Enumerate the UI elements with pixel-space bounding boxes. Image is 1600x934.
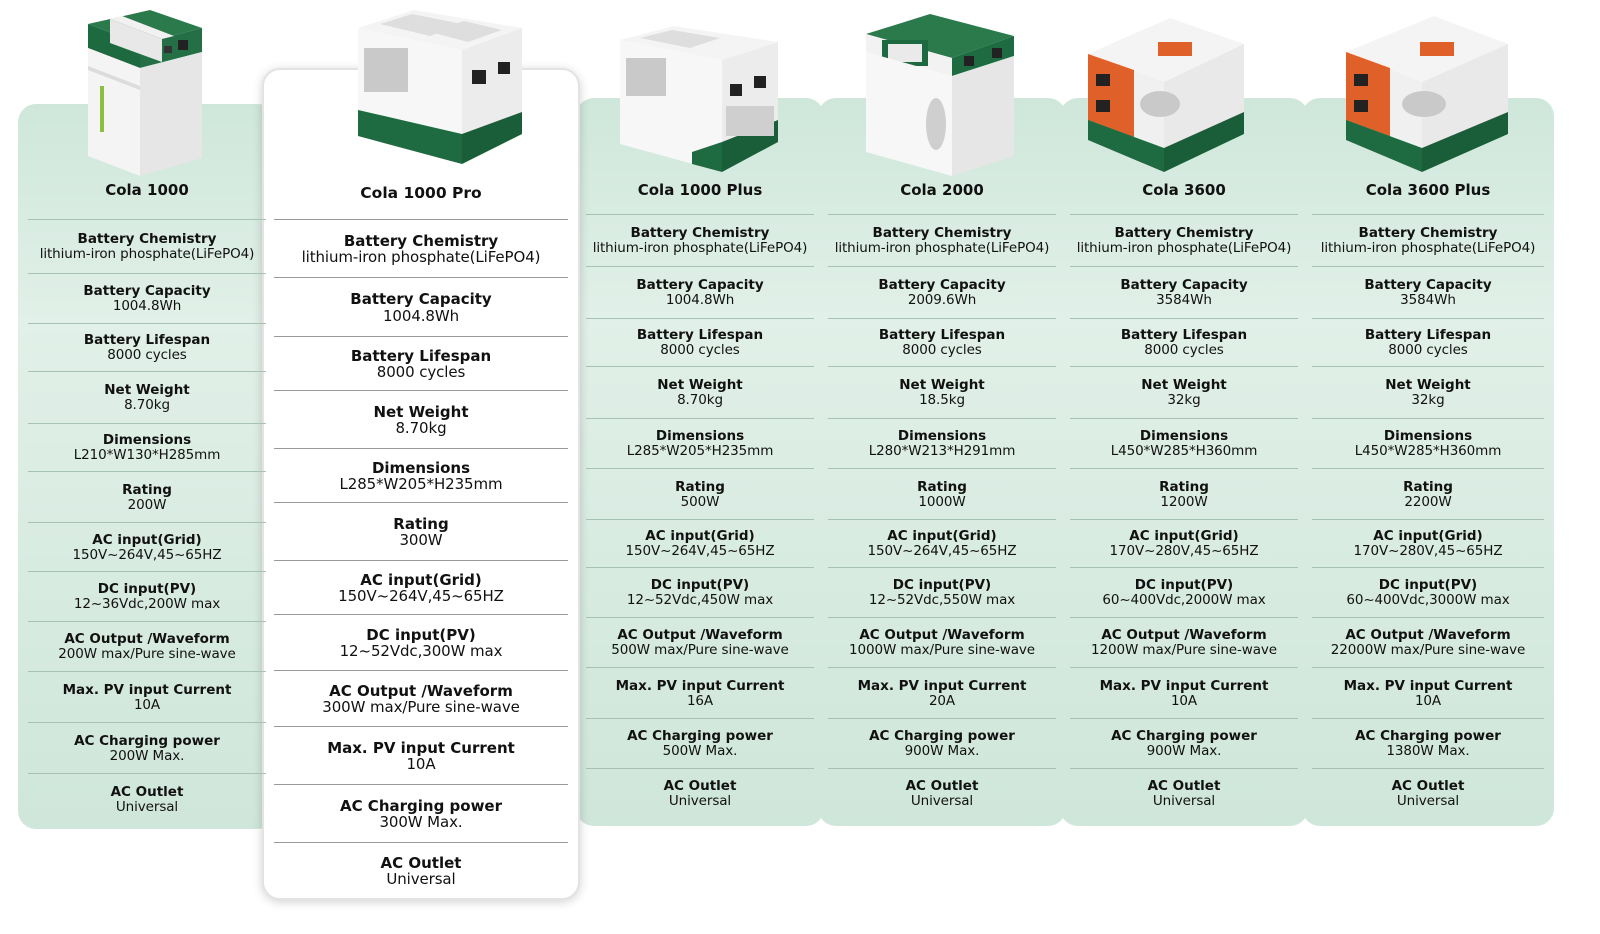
spec-label: AC Output /Waveform — [329, 681, 513, 700]
spec-value: 8000 cycles — [107, 347, 187, 363]
spec-label: AC input(Grid) — [92, 531, 202, 548]
spec-value: 20A — [928, 692, 956, 709]
spec-row — [586, 519, 814, 568]
spec-row — [28, 773, 266, 826]
spec-row — [28, 671, 266, 723]
spec-label: Net Weight — [1141, 377, 1227, 394]
spec-row — [1312, 617, 1544, 668]
spec-label: Dimensions — [1139, 428, 1229, 445]
product-name: Cola 3600 Plus — [1365, 181, 1491, 199]
spec-value: 1004.8Wh — [382, 306, 460, 325]
spec-label: Dimensions — [102, 432, 192, 449]
spec-value: 8000 cycles — [660, 342, 740, 358]
spec-label: AC Outlet — [110, 784, 184, 801]
spec-value: L450*W285*H360mm — [1354, 443, 1502, 459]
spec-label: Battery Capacity — [83, 283, 211, 300]
spec-label: Battery Lifespan — [878, 327, 1006, 344]
spec-value: 3584Wh — [1156, 292, 1212, 308]
spec-row — [28, 219, 266, 274]
spec-label: Rating — [122, 481, 172, 498]
spec-label: Rating — [1159, 478, 1209, 495]
spec-label: DC input(PV) — [1378, 577, 1478, 594]
spec-row — [828, 418, 1056, 469]
spec-row — [1070, 266, 1298, 319]
spec-row — [1312, 718, 1544, 769]
spec-label: Rating — [675, 478, 725, 495]
spec-row — [1070, 519, 1298, 568]
spec-label: Dimensions — [1383, 428, 1473, 445]
spec-row — [586, 214, 814, 267]
spec-value: 16A — [686, 692, 714, 709]
spec-value: Universal — [668, 793, 732, 809]
spec-row — [28, 571, 266, 622]
spec-value: 150V~264V,45~65HZ — [338, 587, 504, 605]
spec-label: AC Output /Waveform — [64, 631, 230, 648]
spec-row — [1070, 318, 1298, 367]
spec-row — [28, 522, 266, 572]
spec-row — [1070, 214, 1298, 267]
spec-label: Rating — [393, 514, 449, 533]
spec-label: AC Output /Waveform — [1345, 627, 1511, 644]
spec-label: AC Outlet — [663, 778, 737, 795]
spec-row — [1312, 266, 1544, 319]
spec-value: 1004.8Wh — [665, 292, 735, 308]
spec-value: 10A — [406, 755, 436, 773]
spec-value: 500W max/Pure sine-wave — [611, 642, 789, 658]
spec-value: L280*W213*H291mm — [868, 443, 1016, 459]
spec-label: Battery Lifespan — [1120, 327, 1248, 344]
spec-value: lithium-iron phosphate(LiFePO4) — [301, 248, 541, 266]
spec-value: lithium-iron phosphate(LiFePO4) — [1320, 240, 1536, 256]
spec-row — [274, 502, 568, 561]
spec-value: L450*W285*H360mm — [1110, 443, 1258, 459]
spec-label: Dimensions — [655, 428, 745, 445]
spec-value: 10A — [133, 696, 161, 713]
spec-value: 2009.6Wh — [907, 292, 977, 308]
spec-row — [1312, 318, 1544, 367]
spec-label: Battery Chemistry — [77, 231, 217, 248]
spec-row — [1312, 214, 1544, 267]
spec-label: DC input(PV) — [892, 577, 992, 594]
spec-label: Battery Lifespan — [636, 327, 764, 344]
spec-value: L285*W205*H235mm — [339, 475, 503, 493]
spec-row — [274, 448, 568, 503]
spec-value: 12~36Vdc,200W max — [73, 596, 221, 612]
spec-label: AC Outlet — [1391, 778, 1465, 795]
spec-label: AC Output /Waveform — [1101, 627, 1267, 644]
spec-row — [274, 390, 568, 449]
spec-label: Rating — [917, 478, 967, 495]
spec-row — [1312, 418, 1544, 469]
spec-label: Max. PV input Current — [857, 677, 1027, 694]
product-name: Cola 1000 Plus — [637, 181, 763, 199]
spec-label: Net Weight — [104, 382, 190, 399]
spec-value: 3584Wh — [1400, 292, 1456, 308]
spec-row — [1070, 768, 1298, 819]
spec-row — [586, 718, 814, 769]
spec-label: AC Charging power — [74, 732, 220, 749]
spec-value: 1200W max/Pure sine-wave — [1091, 642, 1277, 658]
spec-value: 10A — [1414, 692, 1442, 709]
spec-label: Rating — [1403, 478, 1453, 495]
spec-value: 12~52Vdc,550W max — [868, 592, 1016, 608]
spec-value: 10A — [1170, 692, 1198, 709]
spec-row — [828, 667, 1056, 719]
cola-1000-plus-product-image — [614, 24, 784, 174]
spec-row — [586, 266, 814, 319]
product-name: Cola 1000 — [105, 181, 189, 199]
cola-3600-product-image — [1084, 8, 1250, 176]
spec-row — [586, 567, 814, 618]
spec-value: 1200W — [1160, 493, 1208, 510]
spec-row — [274, 614, 568, 671]
spec-value: 2200W — [1404, 493, 1452, 510]
spec-value: 18.5kg — [919, 392, 965, 408]
spec-value: 1004.8Wh — [112, 298, 182, 314]
spec-value: 150V~264V,45~65HZ — [867, 543, 1017, 559]
spec-row — [586, 617, 814, 668]
spec-label: Battery Capacity — [350, 290, 492, 308]
spec-label: AC input(Grid) — [645, 528, 755, 545]
spec-value: 8000 cycles — [376, 363, 466, 381]
spec-label: DC input(PV) — [650, 577, 750, 594]
product-name: Cola 1000 Pro — [360, 184, 482, 202]
spec-row — [828, 519, 1056, 568]
spec-value: 32kg — [1411, 392, 1445, 408]
spec-label: Net Weight — [373, 402, 469, 421]
spec-row — [586, 366, 814, 419]
spec-row — [586, 768, 814, 819]
spec-value: 150V~264V,45~65HZ — [72, 546, 222, 563]
spec-row — [1312, 768, 1544, 819]
cola-1000-pro-product-image — [352, 6, 528, 166]
spec-value: 8.70kg — [124, 397, 170, 413]
spec-row — [274, 842, 568, 899]
spec-value: Universal — [1152, 793, 1216, 809]
spec-label: AC Outlet — [1147, 778, 1221, 795]
spec-row — [1070, 718, 1298, 769]
spec-row — [828, 718, 1056, 769]
spec-row — [274, 560, 568, 615]
spec-row — [274, 277, 568, 337]
cola-2000-product-image — [860, 6, 1020, 178]
spec-value: 1000W — [918, 493, 966, 510]
spec-label: Max. PV input Current — [615, 677, 785, 694]
spec-row — [1070, 418, 1298, 469]
spec-row — [828, 768, 1056, 819]
spec-label: AC input(Grid) — [360, 570, 482, 589]
spec-label: DC input(PV) — [97, 581, 197, 598]
spec-row — [1312, 366, 1544, 419]
spec-value: L285*W205*H235mm — [626, 443, 774, 459]
spec-value: lithium-iron phosphate(LiFePO4) — [39, 246, 255, 262]
spec-label: Max. PV input Current — [1099, 677, 1269, 694]
spec-row — [828, 617, 1056, 668]
spec-value: 32kg — [1167, 392, 1201, 408]
spec-row — [28, 722, 266, 774]
spec-value: 1380W Max. — [1386, 743, 1470, 759]
spec-label: Battery Lifespan — [1364, 327, 1492, 344]
spec-label: AC Charging power — [869, 728, 1015, 745]
spec-row — [1312, 667, 1544, 719]
spec-row — [586, 468, 814, 520]
spec-label: Battery Chemistry — [1358, 225, 1498, 242]
spec-row — [28, 273, 266, 324]
spec-row — [274, 784, 568, 843]
spec-value: lithium-iron phosphate(LiFePO4) — [834, 240, 1050, 256]
spec-row — [1070, 567, 1298, 618]
spec-value: 200W max/Pure sine-wave — [58, 646, 236, 662]
spec-label: AC Charging power — [627, 728, 773, 745]
spec-value: 8000 cycles — [1144, 342, 1224, 358]
spec-label: AC Outlet — [905, 778, 979, 795]
spec-row — [828, 266, 1056, 319]
spec-row — [586, 418, 814, 469]
spec-row — [1070, 468, 1298, 520]
spec-value: Universal — [115, 799, 179, 815]
spec-label: AC input(Grid) — [887, 528, 997, 545]
spec-label: Net Weight — [1385, 377, 1471, 394]
spec-row — [1312, 567, 1544, 618]
spec-label: Battery Chemistry — [872, 225, 1012, 242]
spec-row — [828, 366, 1056, 419]
spec-label: AC Charging power — [1111, 728, 1257, 745]
spec-value: 900W Max. — [904, 743, 980, 759]
spec-label: Battery Capacity — [1120, 277, 1248, 294]
spec-row — [28, 471, 266, 523]
spec-row — [828, 468, 1056, 520]
spec-value: 12~52Vdc,450W max — [626, 592, 774, 608]
spec-row — [274, 726, 568, 785]
spec-label: Net Weight — [899, 377, 985, 394]
spec-value: Universal — [386, 870, 456, 888]
spec-value: 22000W max/Pure sine-wave — [1330, 642, 1526, 658]
spec-label: Battery Lifespan — [350, 346, 492, 365]
spec-value: 900W Max. — [1146, 743, 1222, 759]
spec-row — [28, 621, 266, 672]
spec-value: 500W — [680, 493, 720, 510]
spec-label: Max. PV input Current — [62, 681, 232, 698]
spec-row — [586, 667, 814, 719]
spec-value: Universal — [1396, 793, 1460, 809]
spec-value: 8000 cycles — [1388, 342, 1468, 358]
spec-row — [1070, 617, 1298, 668]
spec-value: 200W — [127, 496, 167, 513]
spec-row — [1312, 468, 1544, 520]
spec-row — [828, 214, 1056, 267]
spec-value: 170V~280V,45~65HZ — [1353, 543, 1503, 559]
spec-value: lithium-iron phosphate(LiFePO4) — [592, 240, 808, 256]
spec-label: Max. PV input Current — [327, 738, 515, 757]
spec-value: 300W max/Pure sine-wave — [322, 698, 520, 716]
spec-value: 60~400Vdc,2000W max — [1102, 592, 1266, 608]
spec-value: lithium-iron phosphate(LiFePO4) — [1076, 240, 1292, 256]
spec-value: 12~52Vdc,300W max — [339, 642, 503, 660]
spec-label: Battery Capacity — [636, 277, 764, 294]
spec-row — [586, 318, 814, 367]
spec-row — [1070, 366, 1298, 419]
spec-label: AC input(Grid) — [1129, 528, 1239, 545]
spec-row — [1070, 667, 1298, 719]
spec-value: 60~400Vdc,3000W max — [1346, 592, 1510, 608]
spec-value: 170V~280V,45~65HZ — [1109, 543, 1259, 559]
cola-3600-plus-product-image — [1342, 8, 1512, 176]
spec-row — [274, 219, 568, 278]
spec-label: Battery Capacity — [1364, 277, 1492, 294]
spec-label: Net Weight — [657, 377, 743, 394]
spec-label: AC Charging power — [1355, 728, 1501, 745]
spec-label: Battery Chemistry — [1114, 225, 1254, 242]
spec-label: Dimensions — [897, 428, 987, 445]
spec-label: AC Output /Waveform — [617, 627, 783, 644]
product-name: Cola 3600 — [1142, 181, 1226, 199]
spec-label: AC input(Grid) — [1373, 528, 1483, 545]
spec-label: Battery Lifespan — [83, 332, 211, 349]
spec-row — [1312, 519, 1544, 568]
spec-label: Dimensions — [371, 458, 471, 477]
spec-row — [274, 670, 568, 727]
product-name: Cola 2000 — [900, 181, 984, 199]
spec-value: 500W Max. — [662, 743, 738, 759]
spec-row — [274, 336, 568, 391]
spec-row — [828, 318, 1056, 367]
spec-label: Battery Capacity — [878, 277, 1006, 294]
spec-label: Battery Chemistry — [343, 231, 499, 250]
spec-value: 8.70kg — [677, 392, 723, 408]
spec-label: AC Charging power — [339, 796, 503, 815]
spec-value: 300W Max. — [379, 813, 463, 831]
spec-label: DC input(PV) — [366, 625, 476, 644]
spec-label: DC input(PV) — [1134, 577, 1234, 594]
spec-value: 300W — [399, 531, 443, 549]
spec-label: Battery Chemistry — [630, 225, 770, 242]
spec-label: AC Output /Waveform — [859, 627, 1025, 644]
spec-row — [828, 567, 1056, 618]
spec-value: Universal — [910, 793, 974, 809]
spec-value: 8000 cycles — [902, 342, 982, 358]
spec-value: 200W Max. — [109, 747, 185, 764]
spec-value: 150V~264V,45~65HZ — [625, 543, 775, 559]
cola-1000-product-image — [80, 6, 210, 178]
spec-row — [28, 323, 266, 372]
spec-row — [28, 423, 266, 472]
spec-row — [28, 371, 266, 424]
spec-label: Max. PV input Current — [1343, 677, 1513, 694]
spec-value: 8.70kg — [395, 419, 447, 437]
spec-value: 1000W max/Pure sine-wave — [849, 642, 1035, 658]
spec-value: L210*W130*H285mm — [73, 447, 221, 463]
spec-label: AC Outlet — [380, 853, 462, 872]
